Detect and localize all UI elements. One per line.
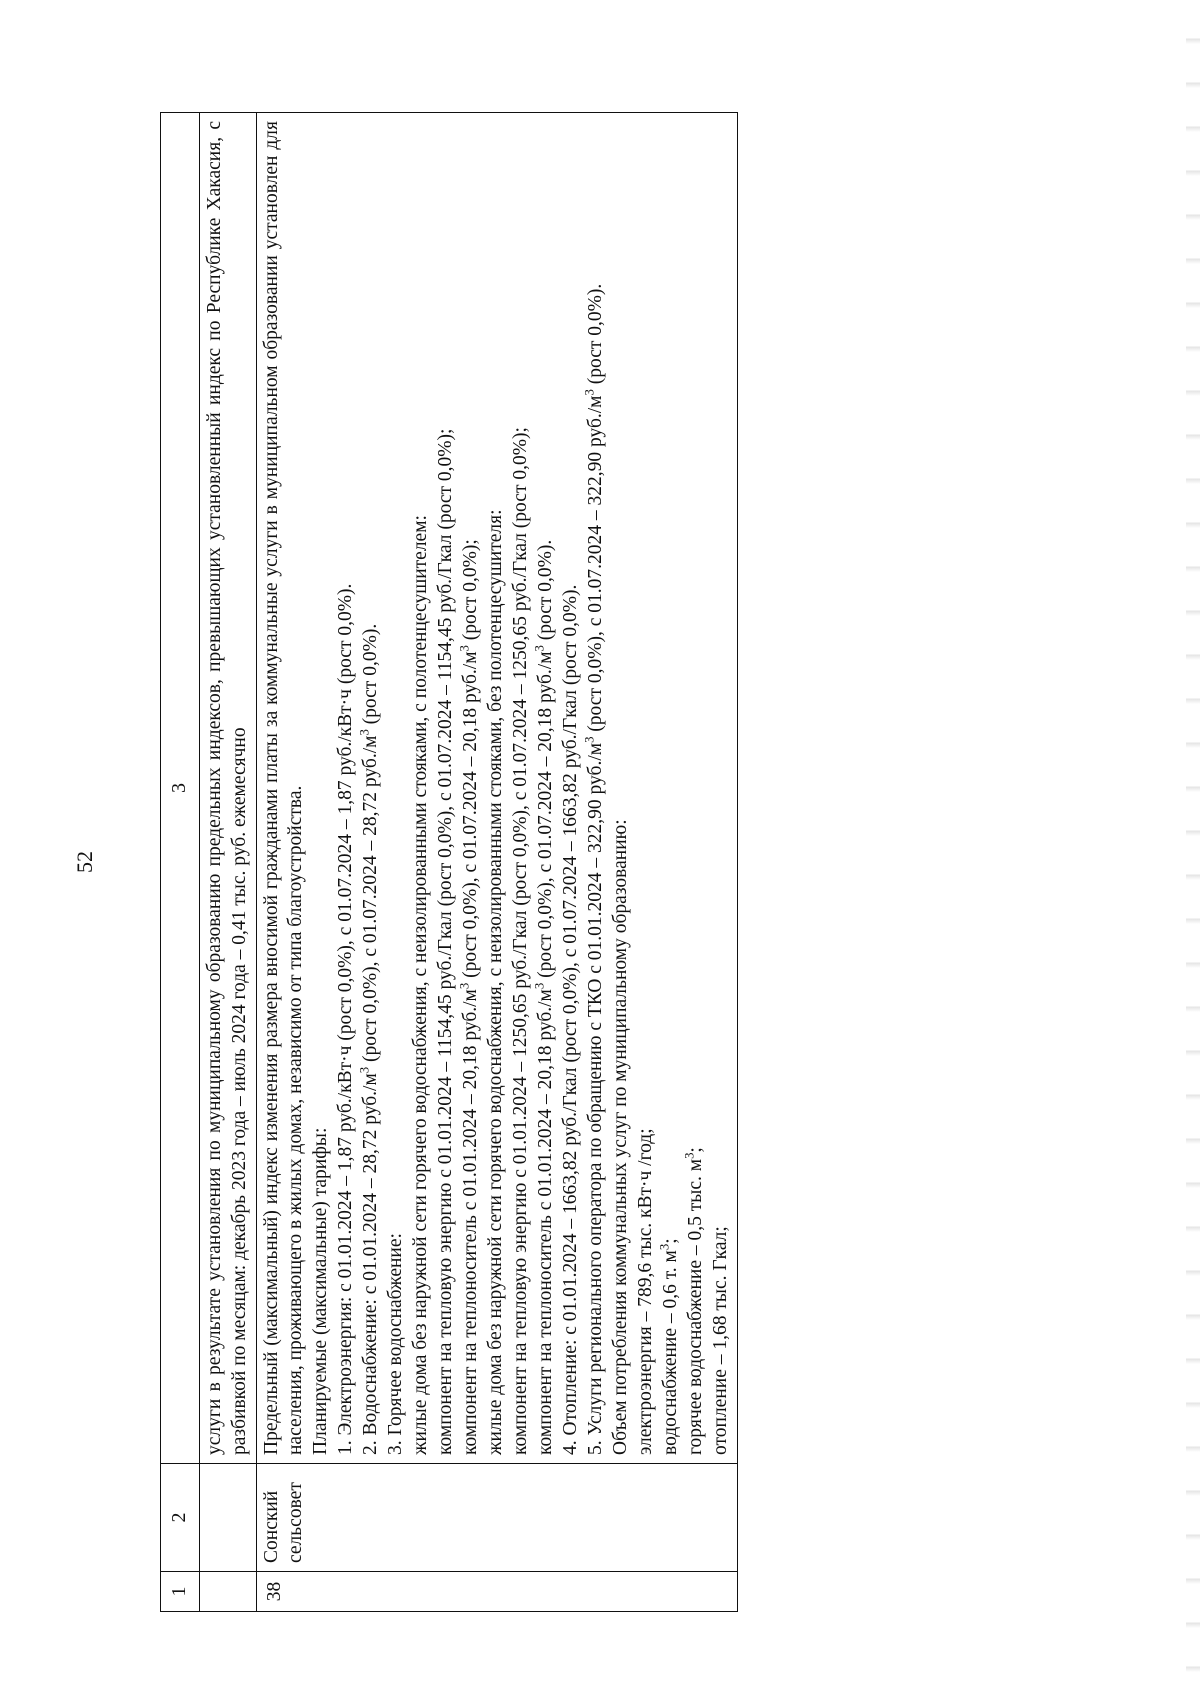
header-col-1: 1: [161, 1572, 200, 1612]
tariffs-heading: Планируемые (максимальные) тарифы:: [310, 1127, 332, 1455]
tariff-waste: 5. Услуги регионального оператора по обращению с ТКО с 01.01.2024 – 322,90 $руб./м^3$ (рост 0,0%), с 01.07.2024 – 322,90 $руб./м^3$ (рост 0,0%).: [582, 283, 606, 1455]
hot-water-carrier-component-2: компонент на теплоноситель с 01.01.2024 – 20,18 $руб./м^3$ (рост 0,0%), с 01.07.2024 – 20,18 $руб./м^3$ (рост 0,0%).: [532, 539, 556, 1455]
tariff-hot-water-heading: 3. Горячее водоснабжение:: [385, 1233, 407, 1455]
table-row-continuation: [199, 113, 256, 1612]
scan-edge-artifact: [1186, 0, 1200, 1698]
tariff-heating: 4. Отопление: с 01.01.2024 – 1663,82 руб./Гкал (рост 0,0%), с 01.07.2024 – 1663,82 руб./Гкал (рост 0,0%).: [559, 584, 581, 1455]
tariff-table: [160, 112, 738, 1612]
tariff-electricity: 1. Электроэнергия: с 01.01.2024 – 1,87 руб./кВт·ч (рост 0,0%), с 01.07.2024 – 1,87 руб./кВт·ч (рост 0,0%).: [335, 583, 357, 1455]
municipality-cell: [199, 1464, 256, 1572]
header-col-3: 3: [161, 113, 200, 1464]
hot-water-carrier-component-1: компонент на теплоноситель с 01.01.2024 – 20,18 $руб./м^3$ (рост 0,0%), с 01.07.2024 – 20,18 $руб./м^3$ (рост 0,0%);: [457, 539, 482, 1455]
hot-water-without-towel-dryer: жилые дома без наружной сети горячего водоснабжения, с неизолированными стояками, без полотенцесушителя:: [485, 509, 507, 1455]
header-col-2: 2: [161, 1464, 200, 1572]
description-cell: услуги в результате установления по муниципальному образованию предельных индексов, превышающих установленный индекс по Республике Хакасия, с разбивкой по месяцам: декабрь 2023 года – июль 2024 года – 0,41 тыс. руб. ежемесячно: [199, 113, 256, 1464]
index-intro-text: Предельный (максимальный) индекс изменения размера вносимой гражданами платы за коммунальные услуги в муниципальном образовании установлен для населения, проживающего в жилых домах, независимо от типа благоустройства.: [260, 121, 307, 1455]
volume-heating: отопление – 1,68 тыс. Гкал;: [709, 1226, 731, 1455]
volume-electricity: электроэнергия – 789,6 тыс. кВт·ч /год;: [634, 1128, 656, 1455]
municipality-cell: Сонский сельсовет: [256, 1464, 737, 1572]
table-row-38: [256, 113, 737, 1612]
volume-hot-water: горячее водоснабжение – 0,5 тыс. $м^3$;: [682, 1147, 706, 1455]
rotated-landscape-content: [60, 72, 1160, 1652]
hot-water-heat-component-2: компонент на тепловую энергию с 01.01.2024 – 1250,65 руб./Гкал (рост 0,0%), с 01.07.2024 – 1250,65 руб./Гкал (рост 0,0%);: [510, 427, 532, 1455]
row-number-cell: [199, 1572, 256, 1612]
description-cell: [256, 113, 737, 1464]
hot-water-with-towel-dryer: жилые дома без наружной сети горячего водоснабжения, с неизолированными стояками, с полотенцесушителем:: [410, 515, 432, 1455]
volume-heading: Объем потребления коммунальных услуг по муниципальному образованию:: [609, 819, 631, 1455]
page-number: 52: [72, 851, 97, 873]
hot-water-heat-component-1: компонент на тепловую энергию с 01.01.2024 – 1154,45 руб./Гкал (рост 0,0%), с 01.07.2024 – 1154,45 руб./Гкал (рост 0,0%);: [435, 428, 457, 1455]
volume-water: водоснабжение – 0,6 т. $м^3$;: [657, 1238, 681, 1455]
header-row: [161, 113, 200, 1612]
row-number-cell: 38: [256, 1572, 737, 1612]
tariff-water: 2. Водоснабжение: с 01.01.2024 – 28,72 $руб./м^3$ (рост 0,0%), с 01.07.2024 – 28,72 $руб./м^3$ (рост 0,0%).: [357, 623, 382, 1455]
